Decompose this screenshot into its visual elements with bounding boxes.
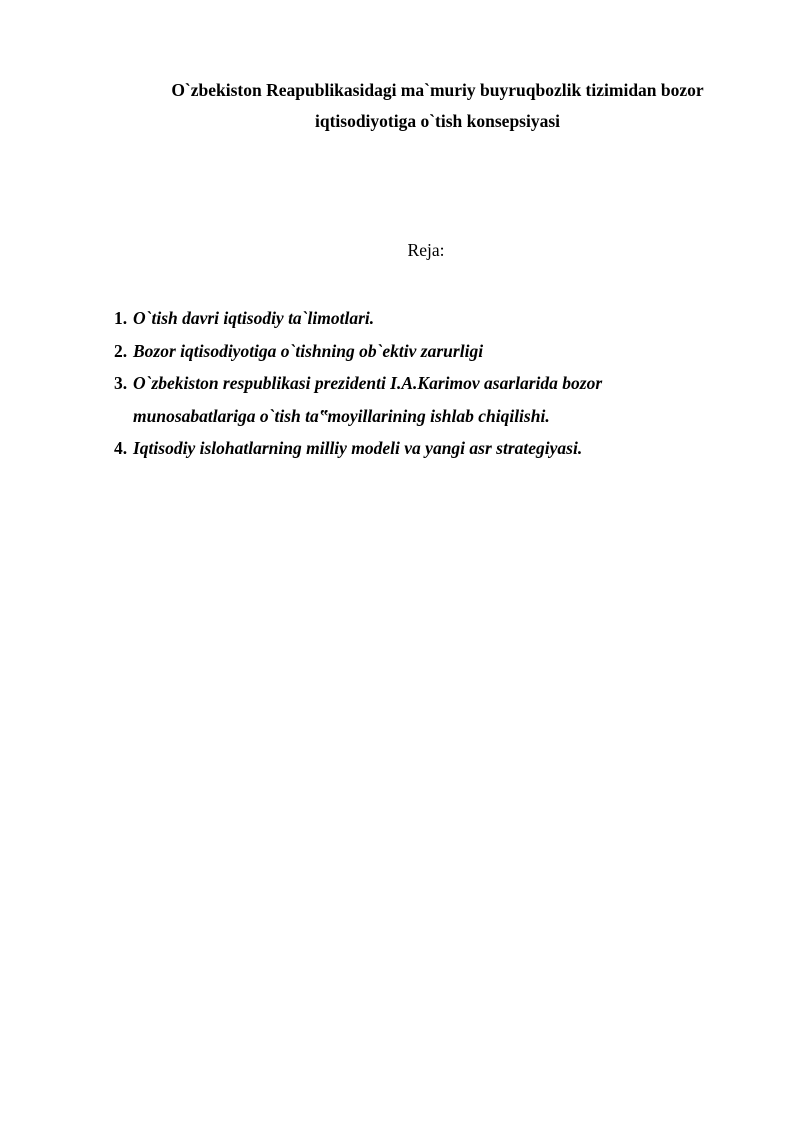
title-line-2: iqtisodiyotiga o`tish konsepsiyasi [314,111,561,131]
plan-heading: Reja: [407,240,445,260]
plan-item-text: Bozor iqtisodiyotiga o`tishning ob`ektiv zarurligi [133,340,484,361]
plan-item-text: O`tish davri iqtisodiy ta`limotlari. [133,308,375,328]
plan-list [114,302,714,465]
plan-item [114,432,714,465]
plan-item-number: 1. [114,308,128,328]
plan-item-number: 2. [114,340,128,361]
plan-item-number: 4. [114,438,128,458]
plan-item-number: 3. [114,373,128,393]
document-title [120,75,755,137]
title-line-1: O`zbekiston Reapublikasidagi ma`muriy buyruqbozlik tizimidan bozor [171,80,704,100]
plan-item [114,335,714,368]
plan-item [114,367,714,432]
plan-item [114,302,714,335]
plan-item-text: O`zbekiston respublikasi prezidenti I.A.Karimov asarlarida bozor munosabatlariga o`tish ta‟moyillarining ishlab chiqilishi. [133,373,603,426]
plan-item-text: Iqtisodiy islohatlarning milliy modeli va yangi asr strategiyasi. [133,438,583,458]
